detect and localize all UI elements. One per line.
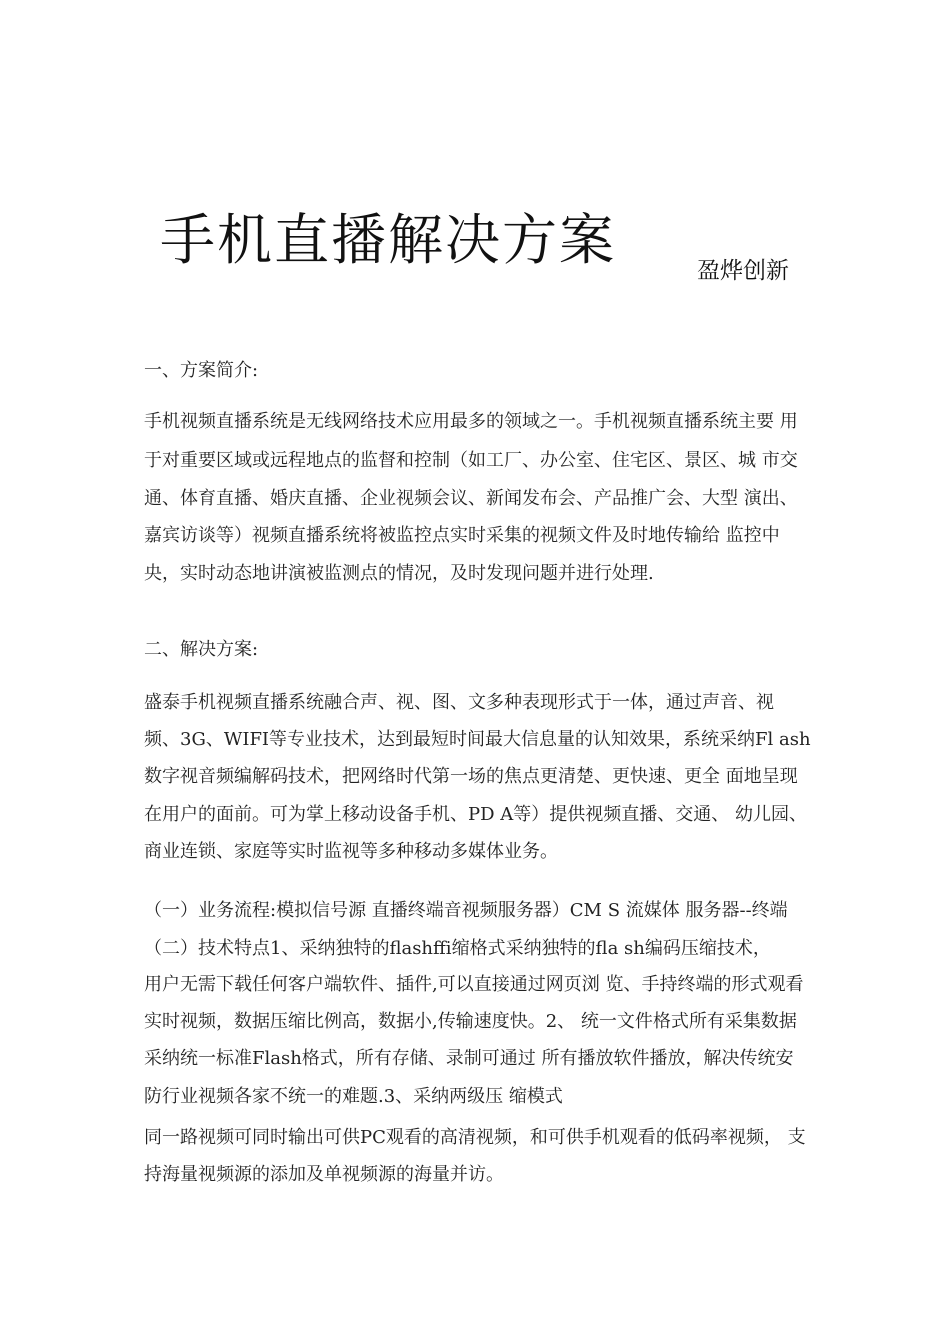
document-author: 盈烨创新	[697, 258, 789, 284]
section-3-line: 防行业视频各家不统一的难题.3、采纳两级压 缩模式	[144, 1086, 563, 1107]
section-1-line: 手机视频直播系统是无线网络技术应用最多的领域之一。手机视频直播系统主要 用	[144, 411, 798, 432]
section-2-heading: 二、解决方案:	[144, 639, 259, 660]
section-3-line: （二）技术特点1、采纳独特的flashffi缩格式采纳独特的fla sh编码压缩技术，	[144, 938, 771, 959]
section-3-line: （一）业务流程:模拟信号源 直播终端音视频服务器）CM S 流媒体 服务器--终端	[144, 900, 788, 921]
document-title: 手机直播解决方案	[160, 208, 617, 272]
section-2-line: 在用户的面前。可为掌上移动设备手机、PD A等）提供视频直播、交通、 幼儿园、	[144, 804, 807, 825]
section-2-line: 盛泰手机视频直播系统融合声、视、图、文多种表现形式于一体，通过声音、视	[144, 692, 774, 713]
section-1-line: 通、体育直播、婚庆直播、企业视频会议、新闻发布会、产品推广会、大型 演出、	[144, 488, 798, 509]
section-2-line: 数字视音频编解码技术，把网络时代第一场的焦点更清楚、更快速、更全 面地呈现	[144, 766, 798, 787]
section-2-line: 商业连锁、家庭等实时监视等多种移动多媒体业务。	[144, 841, 558, 862]
section-2-line: 频、3G、WIFI等专业技术，达到最短时间最大信息量的认知效果，系统采纳Fl ash	[144, 729, 811, 750]
section-3-line: 同一路视频可同时输出可供PC观看的高清视频，和可供手机观看的低码率视频， 支	[144, 1127, 806, 1148]
section-1-line: 于对重要区域或远程地点的监督和控制（如工厂、办公室、住宅区、景区、城 市交	[144, 450, 798, 471]
section-3-line: 采纳统一标准Flash格式，所有存储、录制可通过 所有播放软件播放，解决传统安	[144, 1048, 794, 1069]
section-3-line: 实时视频，数据压缩比例高，数据小,传输速度快。2、 统一文件格式所有采集数据	[144, 1011, 797, 1032]
section-1-line: 央，实时动态地讲演被监测点的情况，及时发现问题并进行处理.	[144, 563, 654, 584]
section-3-line: 用户无需下载任何客户端软件、插件,可以直接通过网页浏 览、手持终端的形式观看	[144, 974, 804, 995]
section-3-line: 持海量视频源的添加及单视频源的海量并访。	[144, 1164, 504, 1185]
section-1-heading: 一、方案简介:	[144, 360, 259, 381]
section-1-line: 嘉宾访谈等）视频直播系统将被监控点实时采集的视频文件及时地传输给 监控中	[144, 525, 780, 546]
